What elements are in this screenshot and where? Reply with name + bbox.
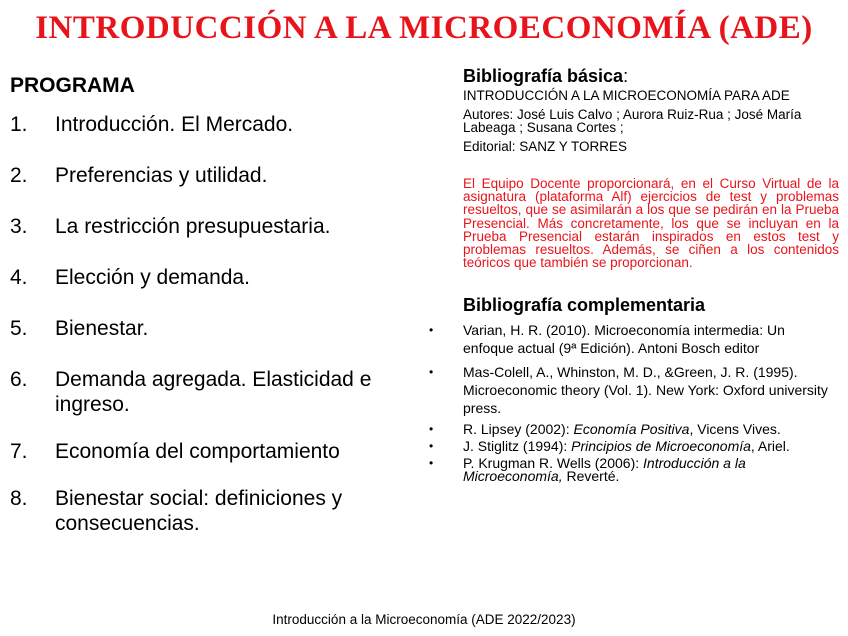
item-number: 3.: [10, 215, 28, 238]
reference-item: [429, 455, 839, 485]
course-notice: El Equipo Docente proporcionará, en el Curso Virtual de la asignatura (plataforma Alf) ejercicios de test y problemas resueltos, que se asimilarán a los que se pedirán en la Prueba Presencial. Más concretamente, los que se incluyan en la Prueba Presencial estarán inspirados en estos test y problemas resueltos. Además, se ciñen a los contenidos teóricos que también se proporcionan.: [463, 176, 839, 271]
book-publisher: Editorial: SANZ Y TORRES: [463, 139, 628, 154]
item-text: Preferencias y utilidad.: [55, 164, 268, 187]
bibliografia-basica-body: [463, 89, 839, 153]
reference-title: Introducción a la Microeconomía,: [463, 455, 746, 485]
item-number: 5.: [10, 317, 28, 340]
book-title: INTRODUCCIÓN A LA MICROECONOMÍA PARA ADE: [463, 88, 790, 103]
programa-section: [10, 74, 420, 562]
reference-publisher: , Vicens Vives.: [689, 421, 781, 438]
item-number: 1.: [10, 113, 28, 136]
reference-item: [429, 363, 839, 417]
reference-list: [429, 321, 839, 485]
programa-item: [10, 112, 420, 137]
programa-item: [10, 214, 420, 239]
item-number: 7.: [10, 440, 28, 463]
heading-colon: :: [623, 66, 629, 86]
item-number: 8.: [10, 487, 28, 510]
item-number: 4.: [10, 266, 28, 289]
reference-item: [429, 421, 839, 438]
item-text: Bienestar.: [55, 317, 149, 340]
reference-publisher: , Ariel.: [750, 438, 790, 455]
item-text: Demanda agregada. Elasticidad e ingreso.: [55, 368, 372, 416]
reference-item: [429, 438, 839, 455]
bullet: •: [429, 365, 434, 380]
reference-item: [429, 321, 839, 357]
item-text: Elección y demanda.: [55, 266, 250, 289]
programa-item: [10, 265, 420, 290]
item-text: Introducción. El Mercado.: [55, 113, 294, 136]
item-number: 6.: [10, 368, 28, 391]
book-authors: Autores: José Luis Calvo ; Aurora Ruiz-Rua ; José María Labeaga ; Susana Cortes ;: [463, 107, 802, 135]
reference-title: Economía Positiva: [573, 421, 690, 438]
page-title: INTRODUCCIÓN A LA MICROECONOMÍA (ADE): [35, 10, 813, 46]
bullet: •: [429, 456, 434, 471]
reference-text: Mas-Colell, A., Whinston, M. D., &Green, J. R. (1995). Microeconomic theory (Vol. 1). New York: Oxford university press.: [463, 364, 828, 417]
programa-item: [10, 439, 420, 464]
programa-item: [10, 163, 420, 188]
programa-heading: PROGRAMA: [10, 74, 135, 97]
reference-publisher: Reverté.: [562, 468, 620, 485]
reference-text: Varian, H. R. (2010). Microeconomía intermedia: Un enfoque actual (9ª Edición). Antoni Bosch editor: [463, 322, 785, 357]
programa-item: [10, 367, 420, 417]
item-text: Economía del comportamiento: [55, 440, 340, 463]
item-text: La restricción presupuestaria.: [55, 215, 331, 238]
bibliografia-complementaria-heading: Bibliografía complementaria: [463, 295, 706, 316]
reference-author: R. Lipsey (2002):: [463, 421, 574, 438]
item-text: Bienestar social: definiciones y consecuencias.: [55, 487, 343, 535]
reference-title: Principios de Microeconomía: [571, 438, 751, 455]
reference-author: P. Krugman R. Wells (2006):: [463, 455, 644, 472]
heading-text: Bibliografía básica: [463, 66, 624, 86]
bibliografia-section: [429, 66, 839, 487]
bibliografia-basica-heading: [463, 66, 839, 86]
reference-author: J. Stiglitz (1994):: [463, 438, 572, 455]
item-number: 2.: [10, 164, 28, 187]
programa-item: [10, 486, 420, 536]
bullet: •: [429, 439, 434, 454]
bullet: •: [429, 422, 434, 437]
programa-item: [10, 316, 420, 341]
page-footer: Introducción a la Microeconomía (ADE 2022/2023): [272, 612, 576, 627]
bullet: •: [429, 323, 434, 338]
